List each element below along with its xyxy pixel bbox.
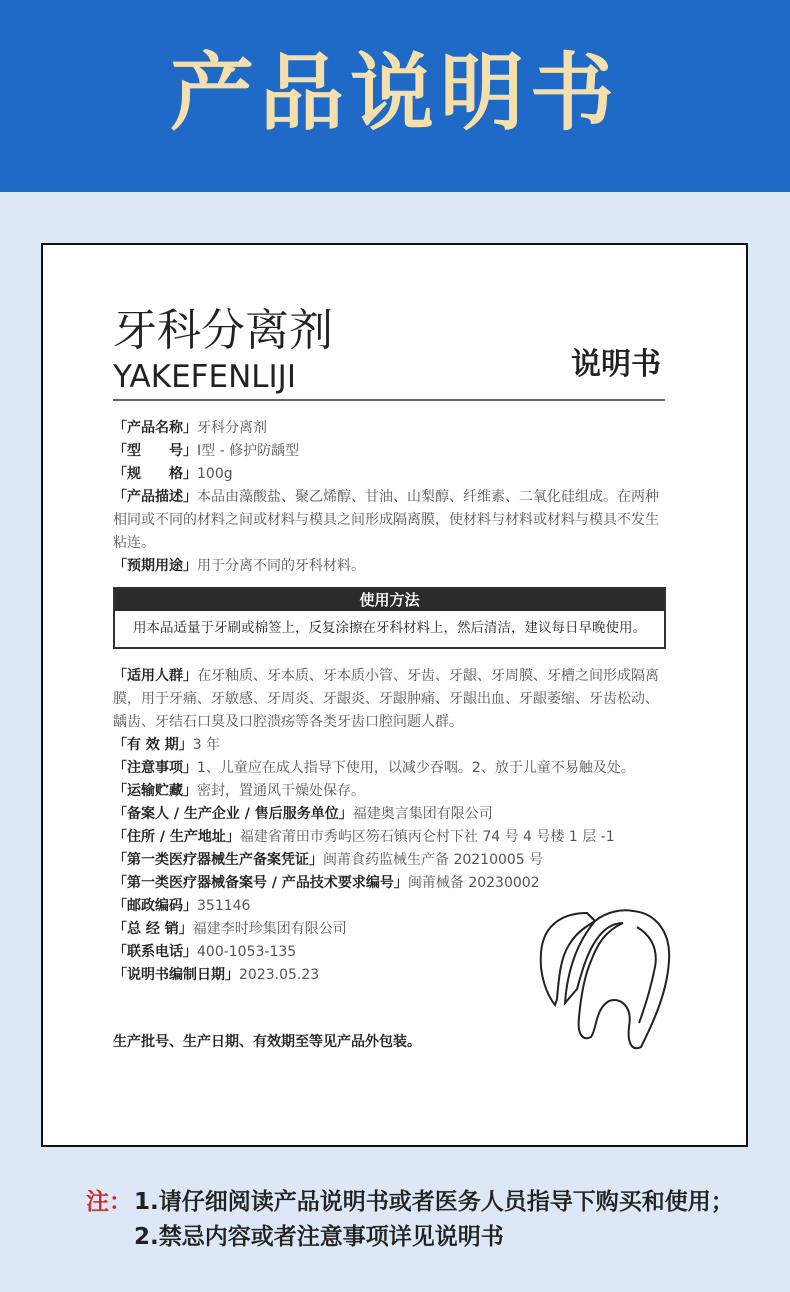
usage-text: 用本品适量于牙刷或棉签上，反复涂擦在牙科材料上，然后清洁，建议每日早晚使用。 <box>133 620 646 636</box>
field-key: 「产品名称」 <box>113 420 197 436</box>
field-row <box>113 757 668 780</box>
field-value: 1、儿童应在成人指导下使用，以减少吞咽。2、放于儿童不易触及处。 <box>197 760 635 776</box>
usage-title: 使用方法 <box>115 589 664 611</box>
field-value: 牙科分离剂 <box>197 420 267 436</box>
field-row <box>113 665 668 734</box>
field-row <box>113 440 668 463</box>
field-key: 「产品描述」 <box>113 489 197 505</box>
manual-card <box>41 243 748 1147</box>
field-row <box>113 734 668 757</box>
field-key: 「第一类医疗器械生产备案凭证」 <box>113 852 323 868</box>
field-key: 「预期用途」 <box>113 558 197 574</box>
field-value: 351146 <box>197 898 251 914</box>
field-value: 密封，置通风干燥处保存。 <box>197 783 365 799</box>
field-key: 「说明书编制日期」 <box>113 967 239 983</box>
field-key: 「备案人 / 生产企业 / 售后服务单位」 <box>113 806 353 822</box>
field-row <box>113 463 668 486</box>
field-row <box>113 555 668 578</box>
field-value: 闽莆食药监械生产备 20210005 号 <box>323 852 544 868</box>
field-value: 2023.05.23 <box>239 967 320 983</box>
field-key: 「总 经 销」 <box>113 921 193 937</box>
field-key: 「邮政编码」 <box>113 898 197 914</box>
field-value: 在牙釉质、牙本质、牙本质小管、牙齿、牙龈、牙周膜、牙槽之间形成隔离膜，用于牙痛、牙敏感、牙周炎、牙龈炎、牙龈肿痛、牙龈出血、牙龈萎缩、牙齿松动、龋齿、牙结石口臭及口腔溃疡等各类牙齿口腔问题人群。 <box>113 668 659 730</box>
batch-note: 生产批号、生产日期、有效期至等见产品外包装。 <box>113 1034 421 1050</box>
header-banner <box>0 0 790 192</box>
product-name-en: YAKEFENLIJI <box>113 359 296 395</box>
page-title: 产品说明书 <box>169 44 620 142</box>
field-row <box>113 826 668 849</box>
field-key: 「联系电话」 <box>113 944 197 960</box>
field-value: 福建李时珍集团有限公司 <box>192 921 347 937</box>
product-name-cn: 牙科分离剂 <box>113 305 333 356</box>
field-row <box>113 803 668 826</box>
field-value: 3 年 <box>192 737 221 753</box>
field-row <box>113 849 668 872</box>
field-row <box>113 417 668 440</box>
field-value: 400-1053-135 <box>197 944 297 960</box>
field-value: 100g <box>197 466 233 482</box>
field-key: 「运输贮藏」 <box>113 783 197 799</box>
note-line-2: 2.禁忌内容或者注意事项详见说明书 <box>134 1224 504 1250</box>
field-key: 「有 效 期」 <box>113 737 193 753</box>
field-value: Ⅰ型 - 修护防龋型 <box>197 443 300 459</box>
manual-label: 说明书 <box>571 347 661 382</box>
field-row <box>113 486 668 555</box>
note-label: 注： <box>86 1189 132 1215</box>
info-section-top <box>113 417 668 578</box>
field-value: 福建省莆田市秀屿区笏石镇丙仑村下社 74 号 4 号楼 1 层 -1 <box>239 829 615 845</box>
field-key: 「第一类医疗器械备案号 / 产品技术要求编号」 <box>113 875 408 891</box>
field-key: 「住所 / 生产地址」 <box>113 829 240 845</box>
note-row <box>86 1185 734 1220</box>
field-value: 用于分离不同的牙科材料。 <box>197 558 365 574</box>
field-row <box>113 780 668 803</box>
footer-note <box>86 1185 734 1255</box>
field-key: 「规 格」 <box>113 466 197 482</box>
note-line-1: 1.请仔细阅读产品说明书或者医务人员指导下购买和使用； <box>134 1189 734 1215</box>
field-value: 本品由藻酸盐、聚乙烯醇、甘油、山梨醇、纤维素、二氧化硅组成。在两种相同或不同的材料之间或材料与模具之间形成隔离膜，使材料与材料或材料与模具不发生粘连。 <box>113 489 659 551</box>
usage-box <box>113 587 666 649</box>
field-value: 闽莆械备 20230002 <box>407 875 540 891</box>
field-key: 「适用人群」 <box>113 668 197 684</box>
field-row <box>113 872 668 895</box>
field-key: 「型 号」 <box>113 443 197 459</box>
field-value: 福建奥言集团有限公司 <box>352 806 493 822</box>
title-divider <box>113 399 665 401</box>
field-key: 「注意事项」 <box>113 760 197 776</box>
tooth-icon <box>535 905 675 1055</box>
